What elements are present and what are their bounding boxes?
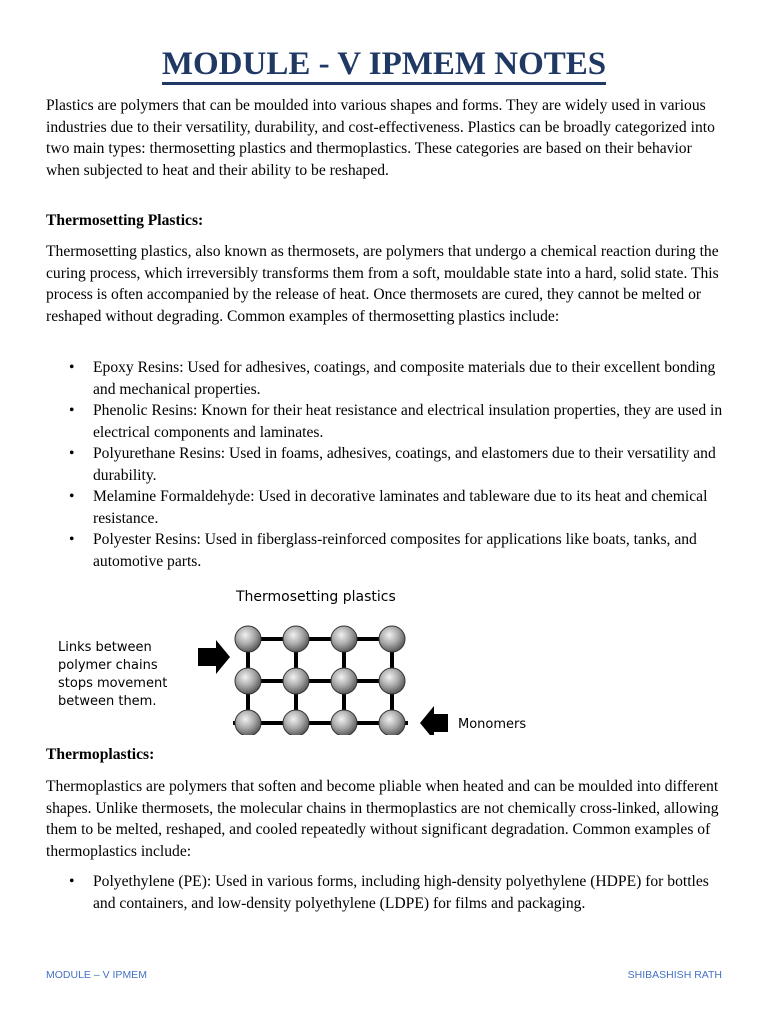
thermosetting-examples-list [46,357,726,572]
diagram-title: Thermosetting plastics [236,589,396,605]
list-item-text: Phenolic Resins: Known for their heat resistance and electrical insulation properties, they are used in electrical components and laminates. [93,402,723,441]
diagram-left-label-line1: Links between [58,640,152,655]
thermosetting-heading: Thermosetting Plastics: [46,212,204,229]
bullet-icon: • [69,531,75,548]
list-item-text: Polyethylene (PE): Used in various forms, including high-density polyethylene (HDPE) for bottles and containers, and low-density polyethylene (LDPE) for films and packaging. [93,873,709,912]
thermosetting-paragraph: Thermosetting plastics, also known as thermosets, are polymers that undergo a chemical reaction during the curing process, which irreversibly transforms them from a soft, mouldable state into a hard, solid state. This process is often accompanied by the release of heat. Once thermosets are cured, they cannot be melted or reshaped without degrading. Common examples of thermosetting plastics include: [46,243,719,325]
list-item-text: Polyester Resins: Used in fiberglass-reinforced composites for applications like boats, tanks, and automotive parts. [93,531,697,570]
bullet-icon: • [69,402,75,419]
list-item-text: Melamine Formaldehyde: Used in decorative laminates and tableware due to its heat and chemical resistance. [93,488,708,527]
list-item [46,443,726,486]
intro-paragraph: Plastics are polymers that can be moulded into various shapes and forms. They are widely used in various industries due to their versatility, durability, and cost-effectiveness. Plastics can be broadly categorized into two main types: thermosetting plastics and thermoplastics. These categories are based on their behavior when subjected to heat and their ability to be reshaped. [46,97,715,179]
footer-author: SHIBASHISH RATH [627,969,722,981]
list-item [46,486,726,529]
bullet-icon: • [69,488,75,505]
page-title [0,44,768,84]
diagram-left-label-line4: between them. [58,694,157,709]
bullet-icon: • [69,873,75,890]
thermoplastics-examples-list [46,871,726,914]
list-item [46,871,726,914]
list-item-text: Epoxy Resins: Used for adhesives, coatings, and composite materials due to their excellent bonding and mechanical properties. [93,359,716,398]
page-title-text: MODULE - V IPMEM NOTES [162,46,606,85]
list-item [46,529,726,572]
arrow-left-icon [420,706,448,735]
thermoplastics-paragraph: Thermoplastics are polymers that soften and become pliable when heated and can be moulded into different shapes. Unlike thermosets, the molecular chains in thermoplastics are not chemically cross-linked, allowing them to be melted, reshaped, and cooled repeatedly without significant degradation. Common examples of thermoplastics include: [46,778,719,860]
diagram-right-label: Monomers [458,717,527,732]
bullet-icon: • [69,445,75,462]
thermoplastics-heading: Thermoplastics: [46,746,155,763]
diagram-left-label-line2: polymer chains [58,658,158,673]
list-item [46,357,726,400]
list-item-text: Polyurethane Resins: Used in foams, adhesives, coatings, and elastomers due to their versatility and durability. [93,445,716,484]
footer-module-label: MODULE – V IPMEM [46,969,147,981]
diagram-left-label-line3: stops movement [58,676,168,691]
bullet-icon: • [69,359,75,376]
list-item [46,400,726,443]
arrow-right-icon [198,640,230,674]
thermosetting-diagram [48,585,542,735]
